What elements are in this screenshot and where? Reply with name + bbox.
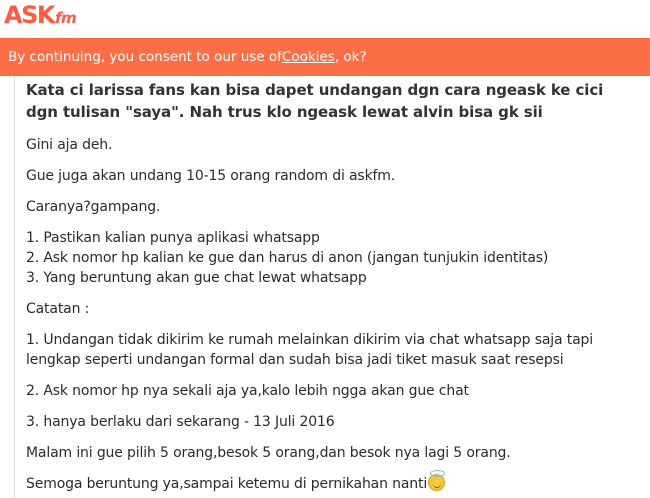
smiling-face-with-halo-icon [428, 474, 445, 491]
note-item: 2. Ask nomor hp nya sekali aja ya,kalo lebih ngga akan gue chat [26, 383, 469, 399]
step-item: 3. Yang beruntung akan gue chat lewat whatsapp [26, 270, 367, 286]
notes-heading: Catatan : [26, 301, 90, 317]
note-line: lengkap seperti undangan formal dan sudah bisa jadi tiket masuk saat resepsi [26, 352, 564, 368]
question-text: Kata ci larissa fans kan bisa dapet undangan dgn cara ngeask ke cici dgn tulisan "saya". Nah trus klo ngeask lewat alvin bisa gk sii [26, 81, 604, 121]
answer-paragraph: Gini aja deh. [26, 137, 113, 153]
post-card [14, 76, 650, 498]
answer-paragraph: Malam ini gue pilih 5 orang,besok 5 orang,dan besok nya lagi 5 orang. [26, 445, 511, 461]
note-line: 1. Undangan tidak dikirim ke rumah melainkan dikirim via chat whatsapp saja tapi [26, 332, 593, 348]
logo-ask-text: ASK [4, 1, 54, 29]
closing-text: Semoga beruntung ya,sampai ketemu di pernikahan nanti [26, 476, 428, 492]
cookie-consent-banner [0, 38, 650, 76]
note-item: 3. hanya berlaku dari sekarang - 13 Juli 2016 [26, 414, 335, 430]
steps-list [26, 228, 636, 288]
answer-paragraph: Caranya?gampang. [26, 199, 161, 215]
top-bar [0, 0, 650, 38]
answer-body [26, 135, 636, 494]
cookie-text-after: , ok? [334, 49, 367, 65]
note-item [26, 330, 636, 370]
step-item: 2. Ask nomor hp kalian ke gue dan harus di anon (jangan tunjukin identitas) [26, 250, 549, 266]
cookie-text-before: By continuing, you consent to our use of [8, 49, 282, 65]
answer-paragraph: Gue juga akan undang 10-15 orang random di askfm. [26, 168, 396, 184]
step-item: 1. Pastikan kalian punya aplikasi whatsapp [26, 230, 320, 246]
logo-fm-text: fm [54, 9, 77, 27]
closing-paragraph [26, 474, 636, 494]
cookies-link[interactable]: Cookies [281, 49, 335, 65]
askfm-logo[interactable] [4, 3, 76, 27]
